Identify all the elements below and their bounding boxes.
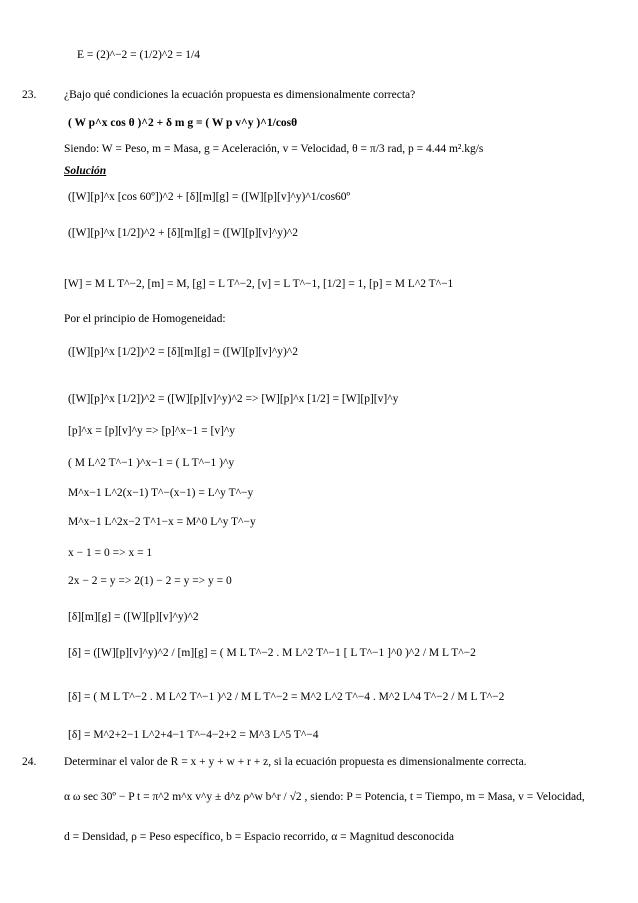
text-line: ([W][p]^x [cos 60º])^2 + [δ][m][g] = ([W][p][v]^y)^1/cos60º bbox=[68, 191, 351, 203]
text-line: ( W p^x cos θ )^2 + δ m g = ( W p v^y )^1/cosθ bbox=[68, 117, 298, 129]
text-line: [δ] = M^2+2−1 L^2+4−1 T^−4−2+2 = M^3 L^5 T^−4 bbox=[68, 729, 319, 741]
text-line: ([W][p]^x [1/2])^2 + [δ][m][g] = ([W][p][v]^y)^2 bbox=[68, 227, 298, 239]
text-line: ([W][p]^x [1/2])^2 = ([W][p][v]^y)^2 => [W][p]^x [1/2] = [W][p][v]^y bbox=[68, 393, 399, 405]
text-line: ([W][p]^x [1/2])^2 = [δ][m][g] = ([W][p][v]^y)^2 bbox=[68, 346, 298, 358]
text-line: [δ] = ( M L T^−2 . M L^2 T^−1 )^2 / M L T^−2 = M^2 L^2 T^−4 . M^2 L^4 T^−2 / M L T^−2 bbox=[68, 691, 505, 703]
text-line: Determinar el valor de R = x + y + w + r + z, si la ecuación propuesta es dimensionalmente correcta. bbox=[64, 756, 527, 768]
text-line: [p]^x = [p][v]^y => [p]^x−1 = [v]^y bbox=[68, 425, 236, 437]
text-line: Por el principio de Homogeneidad: bbox=[64, 313, 226, 325]
text-line: E = (2)^−2 = (1/2)^2 = 1/4 bbox=[77, 49, 200, 61]
text-line: 2x − 2 = y => 2(1) − 2 = y => y = 0 bbox=[68, 575, 232, 587]
text-line: ( M L^2 T^−1 )^x−1 = ( L T^−1 )^y bbox=[68, 457, 235, 469]
text-line: α ω sec 30º − P t = π^2 m^x v^y ± d^z ρ^w b^r / √2 , siendo: P = Potencia, t = Tiempo, m = Masa, v = Velocidad, bbox=[64, 791, 585, 803]
text-line: [δ] = ([W][p][v]^y)^2 / [m][g] = ( M L T^−2 . M L^2 T^−1 [ L T^−1 ]^0 )^2 / M L T^−2 bbox=[68, 647, 476, 659]
text-line: [W] = M L T^−2, [m] = M, [g] = L T^−2, [v] = L T^−1, [1/2] = 1, [p] = M L^2 T^−1 bbox=[64, 278, 454, 290]
text-line: [δ][m][g] = ([W][p][v]^y)^2 bbox=[68, 611, 199, 623]
text-line: Solución bbox=[64, 165, 107, 177]
text-line: M^x−1 L^2x−2 T^1−x = M^0 L^y T^−y bbox=[68, 516, 256, 528]
text-line: M^x−1 L^2(x−1) T^−(x−1) = L^y T^−y bbox=[68, 487, 254, 499]
text-line: d = Densidad, ρ = Peso específico, b = Espacio recorrido, α = Magnitud desconocida bbox=[64, 831, 454, 843]
text-line: Siendo: W = Peso, m = Masa, g = Aceleración, v = Velocidad, θ = π/3 rad, p = 4.44 m².kg/s bbox=[64, 143, 484, 155]
text-line: 23. bbox=[22, 89, 37, 101]
text-line: 24. bbox=[22, 756, 37, 768]
text-line: ¿Bajo qué condiciones la ecuación propuesta es dimensionalmente correcta? bbox=[64, 89, 416, 101]
text-line: x − 1 = 0 => x = 1 bbox=[68, 547, 153, 559]
